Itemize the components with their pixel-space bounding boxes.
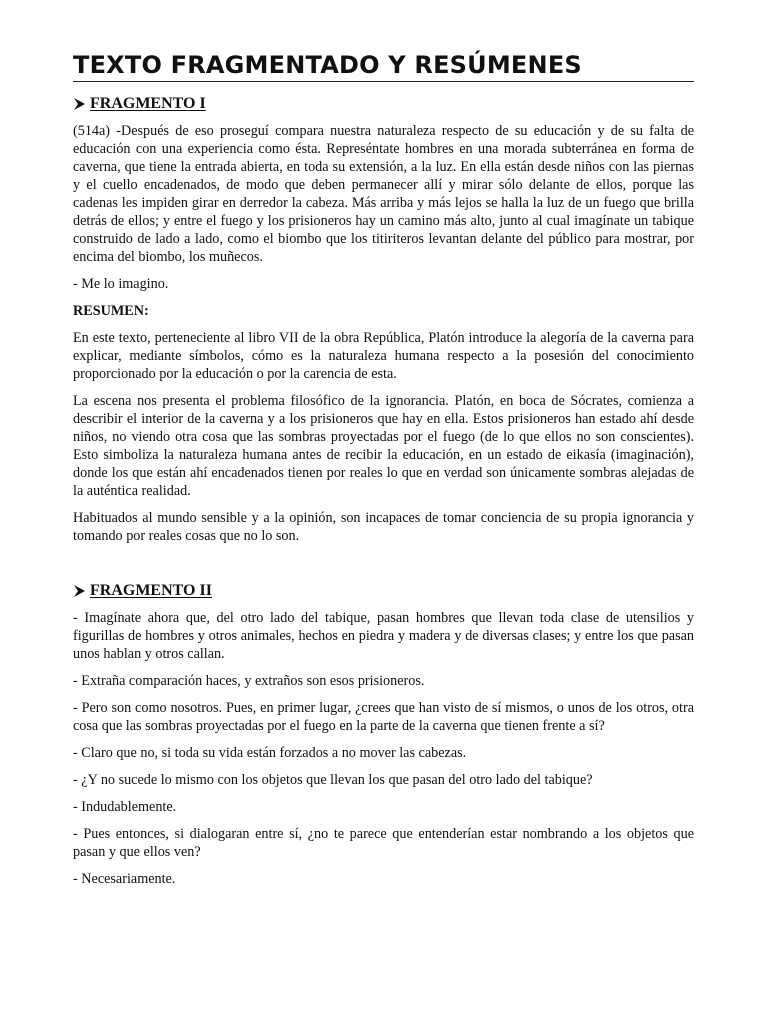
- section-heading: [73, 581, 694, 601]
- title-divider: [73, 81, 694, 82]
- fragment-paragraph: - Me lo imagino.: [73, 276, 169, 292]
- section-heading-label: FRAGMENTO I: [90, 95, 206, 112]
- fragment-paragraph: - Extraña comparación haces, y extraños son esos prisioneros.: [73, 673, 425, 689]
- section-heading-label: FRAGMENTO II: [90, 582, 212, 599]
- fragment-paragraph: - Necesariamente.: [73, 871, 176, 887]
- arrow-right-icon: [73, 97, 86, 111]
- summary-label: RESUMEN:: [73, 303, 149, 319]
- document-title: TEXTO FRAGMENTADO Y RESÚMENES: [73, 51, 582, 79]
- fragment-paragraph: (514a) -Después de eso proseguí compara nuestra naturaleza respecto de su educación y de su falta de educación con una experiencia como ésta. Represéntate hombres en una morada subterránea en forma de caverna, que tiene la entrada abierta, en toda su extensión, a la luz. En ella están desde niños con las piernas y el cuello encadenados, de modo que deben permanecer allí y mirar sólo delante de ellos, porque las cadenas les impiden girar en derredor la cabeza. Más arriba y más lejos se halla la luz de un fuego que brilla detrás de ellos; y entre el fuego y los prisioneros hay un camino más alto, junto al cual imagínate un tabique construido de lado a lado, como el biombo que los titiriteros levantan delante del público para mostrar, por encima del biombo, los muñecos.: [73, 123, 694, 265]
- summary-paragraph: Habituados al mundo sensible y a la opinión, son incapaces de tomar conciencia de su propia ignorancia y tomando por reales cosas que no lo son.: [73, 510, 694, 544]
- summary-paragraph: La escena nos presenta el problema filosófico de la ignorancia. Platón, en boca de Sócrates, comienza a describir el interior de la caverna y a los prisioneros que hay en ella. Estos prisioneros han estado ahí desde niños, no viendo otra cosa que las sombras proyectadas por el fuego (de lo que ellos no son conscientes). Esto simboliza la naturaleza humana antes de recibir la educación, en un estado de eikasía (imaginación), donde los que están ahí encadenados tienen por reales lo que en verdad son únicamente sombras alejadas de la auténtica realidad.: [73, 393, 694, 499]
- summary-paragraph: En este texto, perteneciente al libro VII de la obra República, Platón introduce la alegoría de la caverna para explicar, mediante símbolos, cómo es la naturaleza humana respecto a la posesión del conocimiento proporcionado por la educación o por la carencia de esta.: [73, 330, 694, 382]
- section-spacer: [73, 554, 694, 581]
- fragment-paragraph: - Claro que no, si toda su vida están forzados a no mover las cabezas.: [73, 745, 467, 761]
- fragment-paragraph: - Pero son como nosotros. Pues, en primer lugar, ¿crees que han visto de sí mismos, o unos de los otros, otra cosa que las sombras proyectadas por el fuego en la parte de la caverna que tienen frente a sí?: [73, 700, 694, 734]
- fragment-paragraph: - Pues entonces, si dialogaran entre sí, ¿no te parece que entenderían estar nombrando a los objetos que pasan y que ellos ven?: [73, 826, 694, 860]
- section-fragmento-1: [73, 94, 694, 545]
- fragment-paragraph: - ¿Y no sucede lo mismo con los objetos que llevan los que pasan del otro lado del tabique?: [73, 772, 593, 788]
- fragment-paragraph: - Imagínate ahora que, del otro lado del tabique, pasan hombres que llevan toda clase de utensilios y figurillas de hombres y otros animales, hechos en piedra y madera y de diversas clases; y entre los que pasan unos hablan y otros callan.: [73, 610, 694, 662]
- fragment-paragraph: - Indudablemente.: [73, 799, 177, 815]
- document-page: [73, 50, 694, 897]
- section-fragmento-2: [73, 581, 694, 888]
- section-heading: [73, 94, 694, 114]
- arrow-right-icon: [73, 584, 86, 598]
